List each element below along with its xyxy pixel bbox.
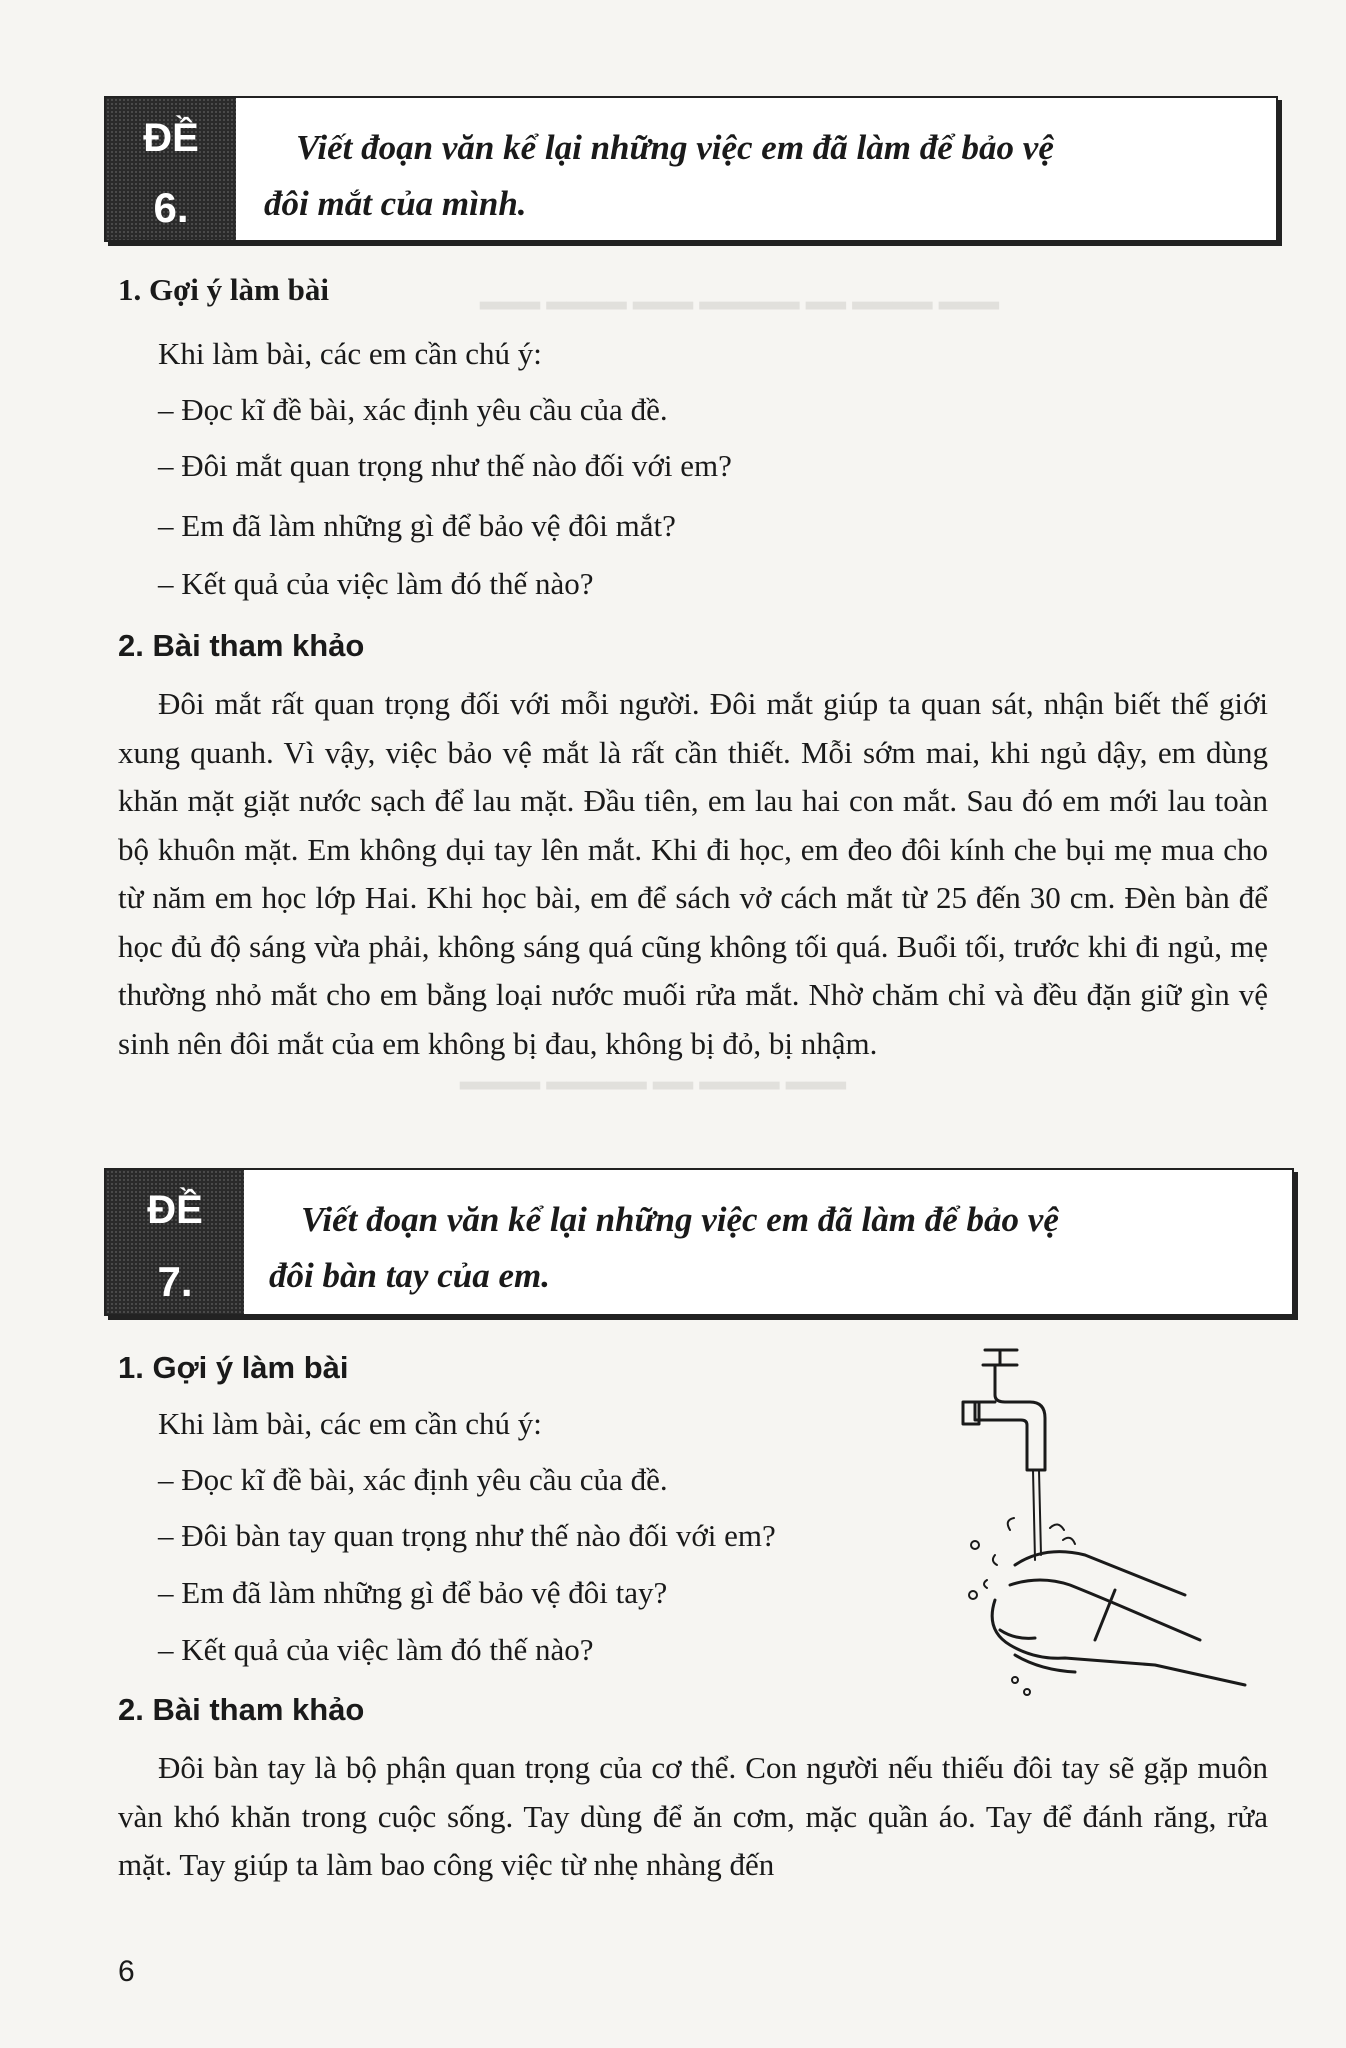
hint-intro-de7: Khi làm bài, các em cần chú ý: xyxy=(158,1406,542,1441)
hint-item: – Đôi bàn tay quan trọng như thế nào đối với em? xyxy=(158,1518,776,1553)
question-title-line2: đôi mắt của mình. xyxy=(264,184,527,223)
bleed-through-text: ▂▂▂ ▂▂▂▂ ▂▂ ▂▂▂▂▂ ▂▂▂▂ xyxy=(460,1060,846,1089)
question-title-line1: Viết đoạn văn kể lại những việc em đã làm để bảo vệ xyxy=(296,128,1054,167)
question-title-de6 xyxy=(264,120,1256,232)
question-tag-de6 xyxy=(106,98,236,240)
question-tag-number: 6. xyxy=(153,184,189,231)
hint-item: – Kết quả của việc làm đó thế nào? xyxy=(158,1632,594,1667)
reference-heading-de7: 2. Bài tham khảo xyxy=(118,1692,365,1727)
reference-text-de6 xyxy=(118,680,1268,1068)
hint-item: – Kết quả của việc làm đó thế nào? xyxy=(158,566,594,601)
question-title-line2: đôi bàn tay của em. xyxy=(269,1256,550,1295)
reference-text-de7 xyxy=(118,1744,1268,1890)
hint-item: – Em đã làm những gì để bảo vệ đôi tay? xyxy=(158,1575,668,1610)
question-title-de7 xyxy=(269,1192,1272,1304)
question-box-de6 xyxy=(104,96,1278,242)
question-tag-label: ĐỀ xyxy=(147,1188,203,1232)
hint-intro-de6: Khi làm bài, các em cần chú ý: xyxy=(158,336,542,371)
hint-heading-de7: 1. Gợi ý làm bài xyxy=(118,1350,349,1385)
reference-paragraph: Đôi bàn tay là bộ phận quan trọng của cơ thể. Con người nếu thiếu đôi tay sẽ gặp muôn vàn khó khăn trong cuộc sống. Tay dùng để ăn cơm, mặc quần áo. Tay để đánh răng, rửa mặt. Tay giúp ta làm bao công việc từ nhẹ nhàng đến xyxy=(118,1750,1268,1882)
question-box-de7 xyxy=(104,1168,1294,1316)
reference-paragraph: Đôi mắt rất quan trọng đối với mỗi người. Đôi mắt giúp ta quan sát, nhận biết thế giới xung quanh. Vì vậy, việc bảo vệ mắt là rất cần thiết. Mỗi sớm mai, khi ngủ dậy, em dùng khăn mặt giặt nước sạch để lau mặt. Đầu tiên, em lau hai con mắt. Sau đó em mới lau toàn bộ khuôn mặt. Em không dụi tay lên mắt. Khi đi học, em đeo đôi kính che bụi mẹ mua cho từ năm em học lớp Hai. Khi học bài, em để sách vở cách mắt từ 25 đến 30 cm. Đèn bàn để học đủ độ sáng vừa phải, không sáng quá cũng không tối quá. Buổi tối, trước khi đi ngủ, mẹ thường nhỏ mắt cho em bằng loại nước muối rửa mắt. Nhờ chăm chỉ và đều đặn giữ gìn vệ sinh nên đôi mắt của em không bị đau, không bị đỏ, bị nhậm. xyxy=(118,686,1268,1061)
hand-washing-illustration xyxy=(955,1340,1255,1720)
reference-heading-de6: 2. Bài tham khảo xyxy=(118,628,365,663)
question-tag-de7 xyxy=(106,1170,244,1314)
hint-heading-de6: 1. Gợi ý làm bài xyxy=(118,272,329,307)
hint-item: – Đọc kĩ đề bài, xác định yêu cầu của đề. xyxy=(158,392,668,427)
hint-item: – Đọc kĩ đề bài, xác định yêu cầu của đề. xyxy=(158,1462,668,1497)
hint-item: – Em đã làm những gì để bảo vệ đôi mắt? xyxy=(158,508,676,543)
bleed-through-text: ▂▂▂ ▂▂▂▂ ▂▂ ▂▂▂▂▂ ▂▂▂ ▂▂▂▂ ▂▂▂ xyxy=(480,280,999,309)
hint-item: – Đôi mắt quan trọng như thế nào đối với em? xyxy=(158,448,732,483)
question-title-line1: Viết đoạn văn kể lại những việc em đã làm để bảo vệ xyxy=(301,1200,1059,1239)
page-number: 6 xyxy=(118,1955,135,1988)
question-tag-label: ĐỀ xyxy=(143,116,199,160)
question-tag-number: 7. xyxy=(157,1258,193,1305)
